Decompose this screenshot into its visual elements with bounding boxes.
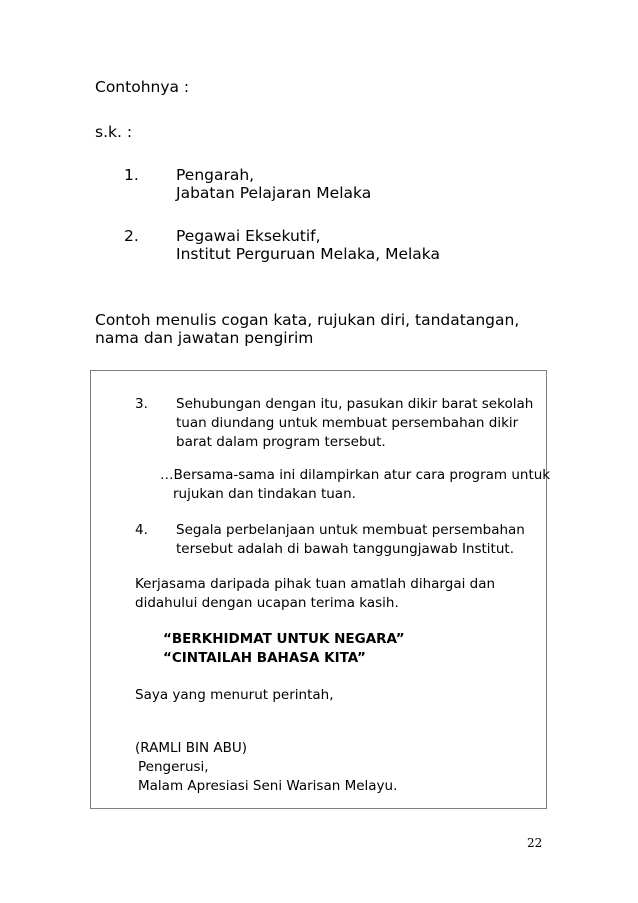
- recipient-organization: Jabatan Pelajaran Melaka: [176, 184, 372, 202]
- paragraph-number: 3.: [135, 396, 148, 412]
- paragraph-line: Sehubungan dengan itu, pasukan dikir barat sekolah: [176, 396, 534, 412]
- page-number: 22: [527, 836, 543, 850]
- list-number: 1.: [124, 166, 139, 184]
- paragraph-line: …Bersama-sama ini dilampirkan atur cara program untuk: [160, 467, 551, 483]
- slogan: “BERKHIDMAT UNTUK NEGARA”: [163, 631, 405, 647]
- paragraph-line: Kerjasama daripada pihak tuan amatlah dihargai dan: [135, 576, 496, 592]
- paragraph-line: Segala perbelanjaan untuk membuat persembahan: [176, 522, 525, 538]
- signoff: Saya yang menurut perintah,: [135, 687, 334, 703]
- sender-organization: Malam Apresiasi Seni Warisan Melayu.: [138, 778, 398, 794]
- heading-contohnya: Contohnya :: [95, 78, 190, 96]
- recipient-title: Pegawai Eksekutif,: [176, 227, 321, 245]
- paragraph-line: tersebut adalah di bawah tanggungjawab Institut.: [176, 541, 514, 557]
- paragraph-line: didahului dengan ucapan terima kasih.: [135, 595, 399, 611]
- recipient-organization: Institut Perguruan Melaka, Melaka: [176, 245, 440, 263]
- recipient-title: Pengarah,: [176, 166, 255, 184]
- sender-name: (RAMLI BIN ABU): [135, 740, 248, 756]
- paragraph-number: 4.: [135, 522, 148, 538]
- slogan: “CINTAILAH BAHASA KITA”: [163, 650, 366, 666]
- list-number: 2.: [124, 227, 139, 245]
- paragraph-line: barat dalam program tersebut.: [176, 434, 386, 450]
- paragraph-line: rujukan dan tindakan tuan.: [173, 486, 356, 502]
- section-title-line-2: nama dan jawatan pengirim: [95, 329, 314, 347]
- sender-position: Pengerusi,: [138, 759, 209, 775]
- sk-label: s.k. :: [95, 123, 133, 141]
- section-title-line-1: Contoh menulis cogan kata, rujukan diri, tandatangan,: [95, 311, 520, 329]
- paragraph-line: tuan diundang untuk membuat persembahan dikir: [176, 415, 519, 431]
